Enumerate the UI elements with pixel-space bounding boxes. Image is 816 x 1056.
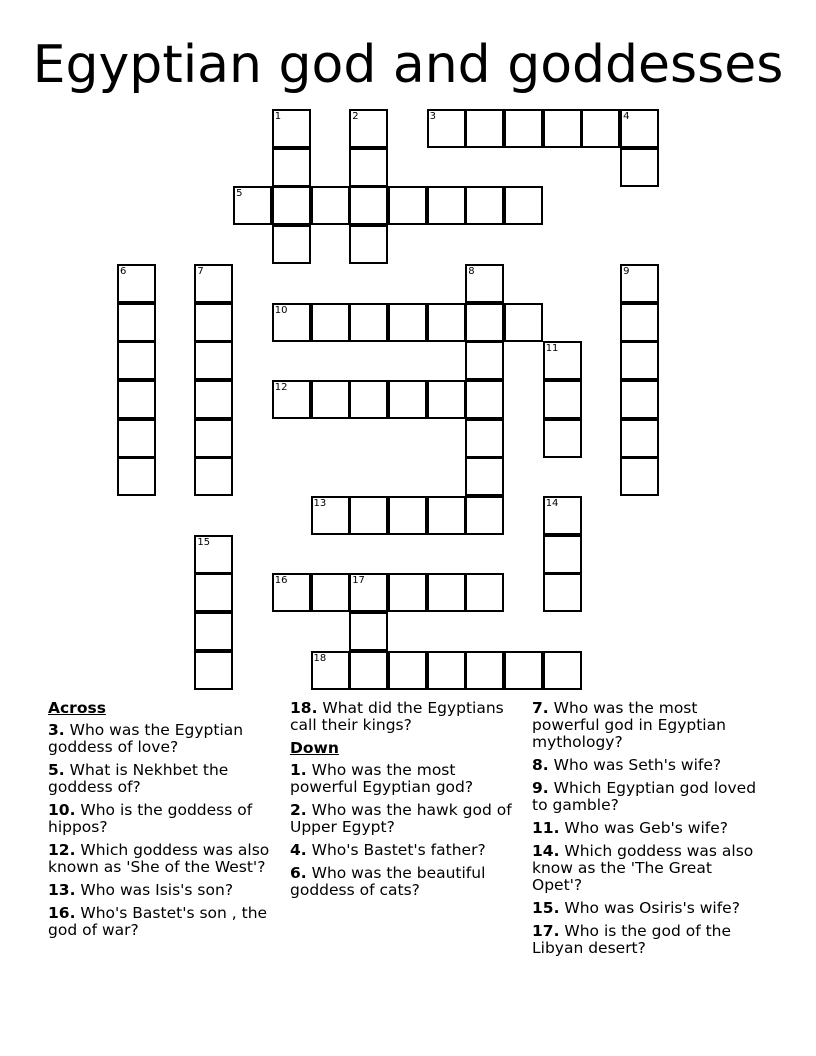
grid-cell[interactable]: [194, 457, 233, 496]
grid-cell[interactable]: [349, 109, 388, 148]
cell-number: 10: [274, 304, 288, 316]
grid-cell[interactable]: [388, 303, 427, 342]
grid-cell[interactable]: [311, 186, 350, 225]
clue-down-8: 8. Who was Seth's wife?: [532, 756, 722, 774]
grid-cell[interactable]: [194, 612, 233, 651]
clue-across-12: 12. Which goddess was also known as 'She of the West'?: [48, 841, 270, 876]
grid-cell[interactable]: [620, 380, 659, 419]
clue-down-11: 11. Who was Geb's wife?: [532, 819, 728, 837]
grid-cell[interactable]: [388, 186, 427, 225]
clue-down-9: 9. Which Egyptian god loved to gamble?: [532, 779, 757, 814]
grid-cell[interactable]: [543, 496, 582, 535]
grid-cell[interactable]: [388, 496, 427, 535]
grid-cell[interactable]: [272, 225, 311, 264]
grid-cell[interactable]: [349, 186, 388, 225]
grid-cell[interactable]: [427, 651, 466, 690]
grid-cell[interactable]: [194, 303, 233, 342]
clue-down-7: 7. Who was the most powerful god in Egyptian mythology?: [532, 699, 726, 751]
grid-cell[interactable]: [427, 109, 466, 148]
grid-cell[interactable]: [465, 496, 504, 535]
grid-cell[interactable]: [620, 303, 659, 342]
clue-across-18: 18. What did the Egyptians call their kings?: [290, 699, 504, 734]
clues-column-3: [532, 700, 764, 963]
grid-cell[interactable]: [194, 573, 233, 612]
grid-cell[interactable]: [311, 380, 350, 419]
grid-cell[interactable]: [349, 148, 388, 187]
grid-cell[interactable]: [543, 651, 582, 690]
clue-down-6: 6. Who was the beautiful goddess of cats?: [290, 864, 486, 899]
grid-cell[interactable]: [117, 380, 156, 419]
clue-down-1: 1. Who was the most powerful Egyptian god?: [290, 761, 474, 796]
grid-cell[interactable]: [117, 419, 156, 458]
across-heading: Across: [48, 699, 106, 717]
grid-cell[interactable]: [465, 573, 504, 612]
clue-across-5: 5. What is Nekhbet the goddess of?: [48, 761, 229, 796]
clue-down-14: 14. Which goddess was also know as the 'The Great Opet'?: [532, 842, 754, 894]
grid-cell[interactable]: [311, 303, 350, 342]
cell-number: 5: [236, 188, 243, 200]
grid-cell[interactable]: [272, 148, 311, 187]
grid-cell[interactable]: [194, 380, 233, 419]
grid-cell[interactable]: [194, 264, 233, 303]
cell-number: 1: [274, 111, 282, 122]
clue-down-15: 15. Who was Osiris's wife?: [532, 899, 740, 917]
grid-cell[interactable]: [311, 573, 350, 612]
grid-cell[interactable]: [504, 186, 543, 225]
cell-number: 14: [545, 498, 559, 509]
grid-cell[interactable]: [388, 651, 427, 690]
clues-column-1: [48, 700, 280, 945]
grid-cell[interactable]: [620, 457, 659, 496]
clues-column-2: [290, 700, 522, 905]
grid-cell[interactable]: [620, 341, 659, 380]
grid-cell[interactable]: [427, 496, 466, 535]
grid-cell[interactable]: [427, 186, 466, 225]
grid-cell[interactable]: [311, 496, 350, 535]
grid-cell[interactable]: [272, 303, 311, 342]
cell-number: 13: [313, 498, 327, 509]
grid-cell[interactable]: [543, 341, 582, 380]
grid-cell[interactable]: [349, 496, 388, 535]
grid-cell[interactable]: [504, 303, 543, 342]
grid-cell[interactable]: [194, 535, 233, 574]
grid-cell[interactable]: [465, 186, 504, 225]
grid-cell[interactable]: [311, 651, 350, 690]
grid-cell[interactable]: [349, 380, 388, 419]
cell-number: 7: [197, 265, 204, 277]
grid-cell[interactable]: [427, 303, 466, 342]
clue-across-13: 13. Who was Isis's son?: [48, 881, 234, 899]
grid-cell[interactable]: [543, 535, 582, 574]
cell-number: 11: [545, 343, 559, 355]
cell-number: 17: [352, 575, 365, 587]
grid-cell[interactable]: [194, 651, 233, 690]
grid-cell[interactable]: [465, 303, 504, 342]
clue-across-3: 3. Who was the Egyptian goddess of love?: [48, 721, 244, 756]
cell-number: 12: [274, 381, 288, 393]
grid-cell[interactable]: [465, 341, 504, 380]
grid-cell[interactable]: [427, 573, 466, 612]
grid-cell[interactable]: [543, 109, 582, 148]
cell-number: 2: [352, 111, 359, 122]
grid-cell[interactable]: [117, 303, 156, 342]
grid-cell[interactable]: [543, 380, 582, 419]
cell-number: 4: [623, 111, 630, 122]
cell-number: 6: [120, 265, 127, 277]
grid-cell[interactable]: [620, 264, 659, 303]
grid-cell[interactable]: [349, 303, 388, 342]
grid-cell[interactable]: [504, 109, 543, 148]
cell-number: 16: [274, 575, 288, 587]
page-title: Egyptian god and goddesses: [32, 35, 784, 95]
grid-cell[interactable]: [233, 186, 272, 225]
grid-cell[interactable]: [194, 419, 233, 458]
grid-cell[interactable]: [272, 380, 311, 419]
grid-cell[interactable]: [465, 651, 504, 690]
clue-down-2: 2. Who was the hawk god of Upper Egypt?: [290, 801, 512, 836]
grid-cell[interactable]: [388, 380, 427, 419]
grid-cell[interactable]: [272, 573, 311, 612]
clue-down-17: 17. Who is the god of the Libyan desert?: [532, 922, 732, 957]
grid-cell[interactable]: [465, 109, 504, 148]
grid-cell[interactable]: [465, 419, 504, 458]
grid-cell[interactable]: [349, 612, 388, 651]
cell-number: 15: [197, 536, 211, 548]
grid-cell[interactable]: [620, 419, 659, 458]
grid-cell[interactable]: [272, 109, 311, 148]
grid-cell[interactable]: [620, 148, 659, 187]
clue-across-16: 16. Who's Bastet's son , the god of war?: [48, 904, 268, 939]
cell-number: 9: [623, 265, 630, 277]
down-heading: Down: [290, 739, 339, 757]
grid-cell[interactable]: [349, 225, 388, 264]
grid-cell[interactable]: [117, 264, 156, 303]
grid-cell[interactable]: [543, 419, 582, 458]
grid-cell[interactable]: [117, 457, 156, 496]
cell-number: 8: [468, 265, 475, 277]
grid-cell[interactable]: [388, 573, 427, 612]
grid-cell[interactable]: [543, 573, 582, 612]
cell-number: 3: [429, 111, 436, 122]
cell-number: 18: [313, 652, 327, 664]
grid-cell[interactable]: [581, 109, 620, 148]
grid-cell[interactable]: [272, 186, 311, 225]
grid-cell[interactable]: [465, 264, 504, 303]
clue-down-4: 4. Who's Bastet's father?: [290, 841, 486, 859]
grid-cell[interactable]: [349, 573, 388, 612]
grid-cell[interactable]: [117, 341, 156, 380]
grid-cell[interactable]: [427, 380, 466, 419]
grid-cell[interactable]: [504, 651, 543, 690]
clue-across-10: 10. Who is the goddess of hippos?: [48, 801, 253, 836]
grid-cell[interactable]: [465, 380, 504, 419]
grid-cell[interactable]: [620, 109, 659, 148]
grid-cell[interactable]: [194, 341, 233, 380]
grid-cell[interactable]: [465, 457, 504, 496]
grid-cell[interactable]: [349, 651, 388, 690]
